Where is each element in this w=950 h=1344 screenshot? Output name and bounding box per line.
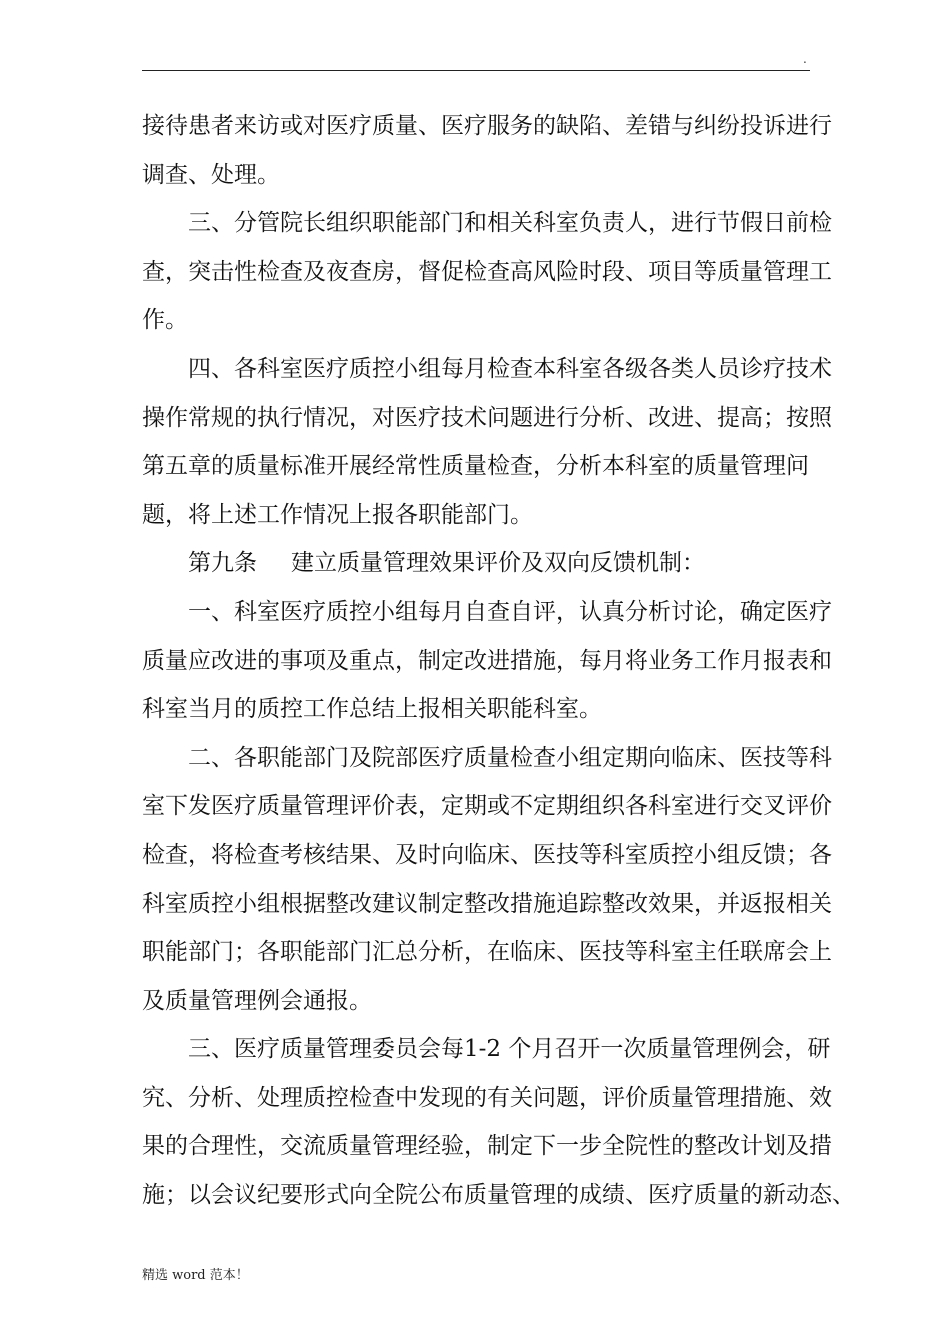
paragraph-line: 究、分析、处理质控检查中发现的有关问题，评价质量管理措施、效 <box>142 1084 832 1111</box>
paragraph-line: 接待患者来访或对医疗质量、医疗服务的缺陷、差错与纠纷投诉进行 <box>142 113 832 139</box>
paragraph-line: 三、医疗质量管理委员会每1-2 个月召开一次质量管理例会，研 <box>188 1036 831 1063</box>
paragraph-line: 质量应改进的事项及重点，制定改进措施，每月将业务工作月报表和 <box>142 647 832 674</box>
header-dot: . <box>803 52 807 66</box>
paragraph-line: 一、科室医疗质控小组每月自查自评，认真分析讨论，确定医疗 <box>188 598 832 625</box>
document-body <box>142 102 855 1220</box>
article-heading <box>142 539 818 588</box>
paragraph-line: 第五章的质量标准开展经常性质量检查，分析本科室的质量管理问 <box>142 453 809 480</box>
paragraph-line: 施；以会议纪要形式向全院公布质量管理的成绩、医疗质量的新动态、 <box>142 1182 855 1209</box>
article-number: 第九条 <box>188 550 257 577</box>
paragraph-line: 室下发医疗质量管理评价表，定期或不定期组织各科室进行交叉评价 <box>142 793 832 820</box>
paragraph-line: 题，将上述工作情况上报各职能部门。 <box>142 501 533 528</box>
paragraph-line: 及质量管理例会通报。 <box>142 987 372 1014</box>
paragraph-line: 职能部门；各职能部门汇总分析，在临床、医技等科室主任联席会上 <box>142 939 832 966</box>
paragraph-line: 作。 <box>142 307 188 334</box>
article-title: 建立质量管理效果评价及双向反馈机制： <box>291 550 705 577</box>
footer-text: 精选 word 范本！ <box>142 1268 249 1283</box>
paragraph-line: 科室当月的质控工作总结上报相关职能科室。 <box>142 696 602 723</box>
paragraph-line: 操作常规的执行情况，对医疗技术问题进行分析、改进、提高；按照 <box>142 404 832 431</box>
paragraph-line: 查，突击性检查及夜查房，督促检查高风险时段、项目等质量管理工 <box>142 258 832 285</box>
paragraph-line: 四、各科室医疗质控小组每月检查本科室各级各类人员诊疗技术 <box>188 355 832 382</box>
paragraph-line: 二、各职能部门及院部医疗质量检查小组定期向临床、医技等科 <box>188 744 832 771</box>
paragraph-line: 调查、处理。 <box>142 161 280 188</box>
paragraph-line: 科室质控小组根据整改建议制定整改措施追踪整改效果，并返报相关 <box>142 890 832 917</box>
paragraph-line: 果的合理性，交流质量管理经验，制定下一步全院性的整改计划及措 <box>142 1133 832 1160</box>
paragraph-line: 三、分管院长组织职能部门和相关科室负责人，进行节假日前检 <box>188 210 832 237</box>
header-rule <box>142 70 810 71</box>
paragraph-line: 检查，将检查考核结果、及时向临床、医技等科室质控小组反馈；各 <box>142 841 832 868</box>
